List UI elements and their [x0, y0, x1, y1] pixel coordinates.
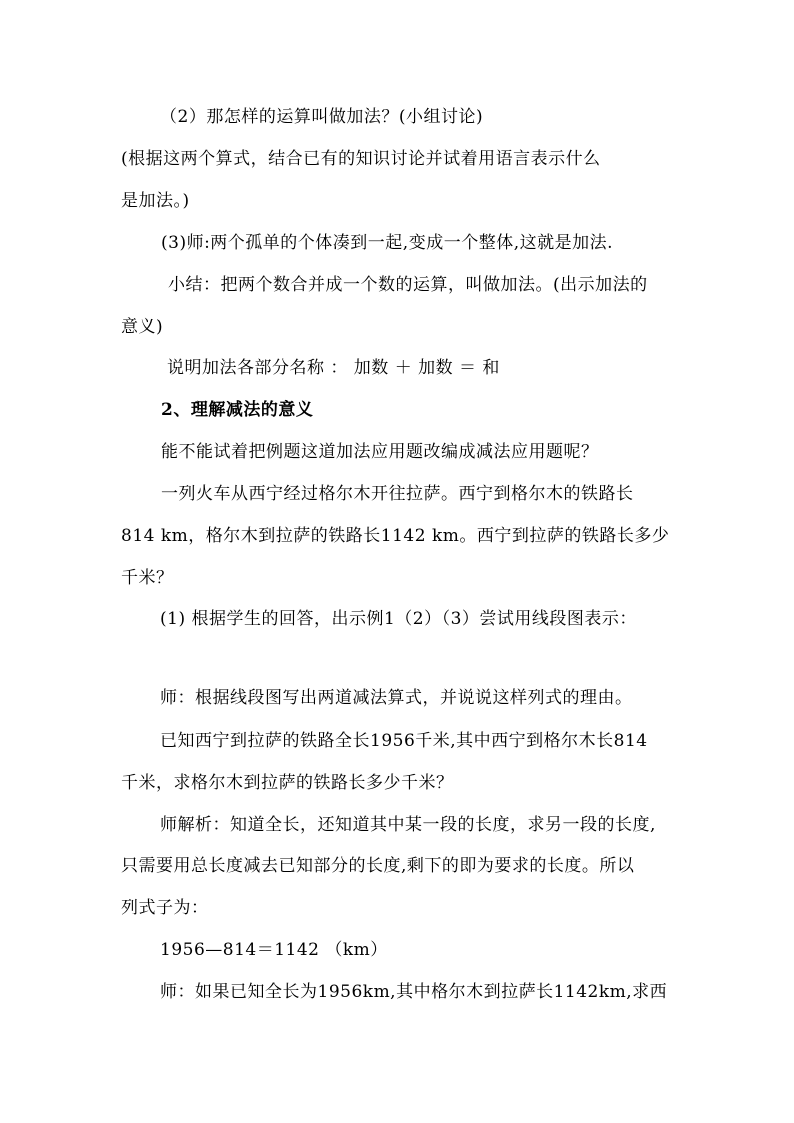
text-line: 只需要用总长度减去已知部分的长度,剩下的即为要求的长度。所以	[121, 856, 635, 876]
text-line: （2）那怎样的运算叫做加法？(小组讨论)	[160, 107, 484, 127]
text-line: 千米？	[121, 568, 174, 588]
text-line: 师：如果已知全长为1956km,其中格尔木到拉萨长1142km,求西	[160, 982, 668, 1002]
text-line: 一列火车从西宁经过格尔木开往拉萨。西宁到格尔木的铁路长	[161, 484, 634, 504]
text-line: 已知西宁到拉萨的铁路全长1956千米,其中西宁到格尔木长814	[160, 731, 648, 751]
equation-line: 1956—814＝1142 （km）	[160, 940, 388, 960]
text-line: (1) 根据学生的回答，出示例1（2）（3）尝试用线段图表示：	[160, 609, 637, 629]
text-line: (3)师:两个孤单的个体凑到一起,变成一个整体,这就是加法.	[161, 233, 614, 253]
text-line: 小结：把两个数合并成一个数的运算，叫做加法。(出示加法的	[168, 275, 648, 295]
text-line: 师：根据线段图写出两道减法算式，并说说这样列式的理由。	[160, 688, 633, 708]
text-line: 能不能试着把例题这道加法应用题改编成减法应用题呢？	[161, 442, 599, 462]
text-line: 师解析：知道全长，还知道其中某一段的长度，求另一段的长度,	[160, 815, 656, 835]
text-line: 列式子为：	[121, 898, 209, 918]
text-line: (根据这两个算式，结合已有的知识讨论并试着用语言表示什么	[121, 149, 601, 169]
text-line: 814 km，格尔木到拉萨的铁路长1142 km。西宁到拉萨的铁路长多少	[121, 526, 670, 546]
text-line: 是加法。)	[121, 191, 190, 211]
text-line: 意义)	[121, 317, 164, 337]
text-line: 千米，求格尔木到拉萨的铁路长多少千米？	[121, 773, 454, 793]
section-heading: 2、理解减法的意义	[161, 400, 314, 420]
text-line: 说明加法各部分名称 ： 加数 ＋ 加数 ＝ 和	[167, 358, 500, 378]
